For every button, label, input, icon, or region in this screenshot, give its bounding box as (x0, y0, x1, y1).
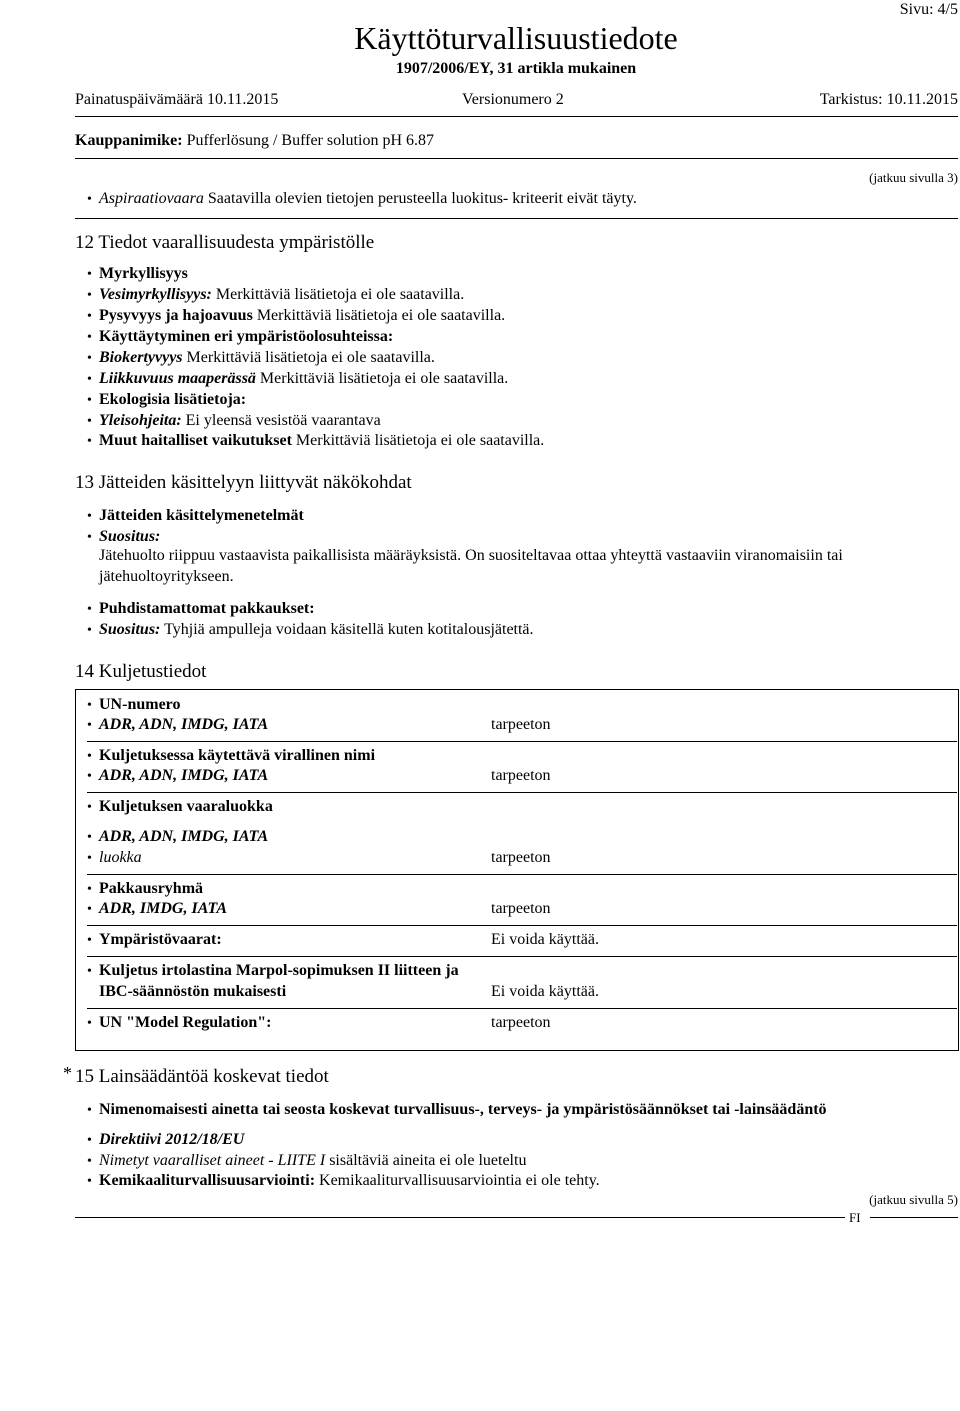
other-effects-text: Merkittäviä lisätietoja ei ole saatavilla. (295, 432, 545, 449)
general-notes-item (87, 413, 381, 429)
continued-to-note: (jatkuu sivulla 5) (869, 1192, 958, 1207)
modes-label: ADR, ADN, IMDG, IATA (99, 828, 269, 845)
section-15-heading: 15 Lainsäädäntöä koskevat tiedot (75, 1066, 329, 1087)
aspiration-text: Saatavilla olevien tietojen perusteella luokitus- kriteerit eivät täyty. (207, 190, 637, 207)
footer-line-left (75, 1217, 845, 1218)
modes-label: ADR, ADN, IMDG, IATA (99, 767, 269, 784)
aquatic-toxicity-label: Vesimyrkyllisyys: (99, 286, 212, 303)
bullet: • (87, 749, 92, 764)
bullet: • (87, 309, 92, 324)
packing-group-item (87, 881, 203, 897)
annex-item (87, 1153, 526, 1169)
bullet: • (87, 414, 92, 429)
version-label: Versionumero (462, 91, 552, 108)
toxicity-label: Myrkyllisyys (99, 265, 188, 282)
trade-name-value: Pufferlösung / Buffer solution pH 6.87 (186, 132, 434, 149)
bullet: • (87, 393, 92, 408)
un-number-value: tarpeeton (491, 716, 551, 733)
mobility-label: Liikkuvuus maaperässä (99, 370, 256, 387)
packing-group-modes (87, 901, 227, 917)
shipping-name-label: Kuljetuksessa käytettävä virallinen nimi (99, 747, 376, 764)
bullet: • (87, 192, 92, 207)
bullet: • (87, 830, 92, 845)
un-model-item (87, 1015, 271, 1031)
uncleaned-packaging-item (87, 601, 315, 617)
section-14-heading: 14 Kuljetustiedot (75, 661, 207, 682)
bullet: • (87, 330, 92, 345)
un-number-modes (87, 717, 268, 733)
disposal-methods-label: Jätteiden käsittelymenetelmät (99, 507, 304, 524)
page-subtitle: 1907/2006/EY, 31 artikla mukainen (395, 60, 637, 77)
footer-line-right (870, 1217, 958, 1218)
class-item (87, 850, 142, 866)
packing-group-value: tarpeeton (491, 900, 551, 917)
other-effects-item (87, 433, 544, 449)
packaging-recommendation-text: Tyhjiä ampulleja voidaan käsitellä kuten kotitalousjätettä. (164, 621, 534, 638)
disposal-methods-item (87, 508, 304, 524)
bullet: • (87, 933, 92, 948)
revision-date (820, 92, 958, 108)
annex-text: sisältäviä aineita ei ole lueteltu (329, 1152, 527, 1169)
directive-item (87, 1132, 244, 1148)
bulk-transport-label-1: Kuljetus irtolastina Marpol-sopimuksen II liitteen ja (99, 962, 459, 979)
specific-regulations-item (87, 1102, 827, 1118)
mobility-item (87, 371, 508, 387)
un-model-label: UN "Model Regulation": (99, 1014, 272, 1031)
trade-name-divider (75, 158, 958, 159)
aquatic-toxicity-item (87, 287, 464, 303)
bioaccumulation-item (87, 350, 435, 366)
recommendation-text: Jätehuolto riippuu vastaavista paikallisista määräyksistä. On suositeltavaa ottaa yhteyttä vastaaviin viranomaisiin tai jätehuoltoyritykseen. (99, 547, 843, 585)
continued-from-note: (jatkuu sivulla 3) (869, 170, 958, 185)
bulk-transport-label-2: IBC-säännöstön mukaisesti (99, 983, 287, 1000)
print-date (75, 92, 278, 108)
other-effects-label: Muut haitalliset vaikutukset (99, 432, 292, 449)
print-date-value: 10.11.2015 (206, 91, 279, 108)
mobility-text: Merkittäviä lisätietoja ei ole saatavilla. (259, 370, 509, 387)
env-hazards-value: Ei voida käyttää. (491, 931, 599, 948)
section-13-heading: 13 Jätteiden käsittelyyn liittyvät näkökohdat (75, 472, 412, 493)
modes-label: ADR, ADN, IMDG, IATA (99, 716, 269, 733)
modes-label: ADR, IMDG, IATA (99, 900, 228, 917)
trade-name-label: Kauppanimike: (75, 132, 183, 149)
uncleaned-packaging-label: Puhdistamattomat pakkaukset: (99, 600, 315, 617)
bulk-transport-item (87, 963, 459, 979)
table-divider (87, 1008, 957, 1009)
aspiration-hazard (87, 191, 637, 207)
bullet: • (87, 1154, 92, 1169)
bullet: • (87, 351, 92, 366)
shipping-name-modes (87, 768, 268, 784)
packing-group-label: Pakkausryhmä (99, 880, 204, 897)
page-title: Käyttöturvallisuustiedote (354, 20, 678, 56)
change-marker: * (63, 1063, 72, 1083)
print-date-label: Painatuspäivämäärä (75, 91, 203, 108)
behaviour-label: Käyttäytyminen eri ympäristöolosuhteissa: (99, 328, 394, 345)
bullet: • (87, 530, 92, 545)
bullet: • (87, 623, 92, 638)
un-model-value: tarpeeton (491, 1014, 551, 1031)
general-notes-label: Yleisohjeita: (99, 412, 182, 429)
eco-info-item (87, 392, 246, 408)
un-number-item (87, 697, 180, 713)
table-divider (87, 874, 957, 875)
persistence-label: Pysyvyys ja hajoavuus (99, 307, 253, 324)
recommendation-item (87, 529, 160, 545)
general-notes-text: Ei yleensä vesistöä vaarantava (185, 412, 381, 429)
version-number (462, 92, 564, 108)
hazard-class-item (87, 799, 273, 815)
bioaccumulation-text: Merkittäviä lisätietoja ei ole saatavilla. (186, 349, 435, 366)
header-divider (75, 116, 958, 117)
behaviour-item (87, 329, 393, 345)
table-divider (87, 792, 957, 793)
un-number-label: UN-numero (99, 696, 181, 713)
revision-label: Tarkistus: (819, 91, 883, 108)
csa-label: Kemikaaliturvallisuusarviointi: (99, 1172, 316, 1189)
bullet: • (87, 434, 92, 449)
table-divider (87, 741, 957, 742)
table-divider (87, 925, 957, 926)
toxicity-item (87, 266, 188, 282)
bullet: • (87, 800, 92, 815)
csa-text: Kemikaaliturvallisuusarviointia ei ole tehty. (319, 1172, 600, 1189)
section-divider (75, 218, 958, 219)
bullet: • (87, 1174, 92, 1189)
bullet: • (87, 902, 92, 917)
bullet: • (87, 769, 92, 784)
shipping-name-value: tarpeeton (491, 767, 551, 784)
class-value: tarpeeton (491, 849, 551, 866)
bullet: • (87, 964, 92, 979)
page-number: Sivu: 4/5 (899, 1, 958, 18)
persistence-text: Merkittäviä lisätietoja ei ole saatavilla. (256, 307, 506, 324)
env-hazards-item (87, 932, 222, 948)
hazard-class-label: Kuljetuksen vaaraluokka (99, 798, 273, 815)
section-12-heading: 12 Tiedot vaarallisuudesta ympäristölle (75, 232, 375, 253)
bullet: • (87, 509, 92, 524)
aquatic-toxicity-text: Merkittäviä lisätietoja ei ole saatavilla. (215, 286, 465, 303)
recommendation-label: Suositus: (99, 528, 161, 545)
directive-label: Direktiivi 2012/18/EU (99, 1131, 245, 1148)
bullet: • (87, 718, 92, 733)
version-value: 2 (555, 91, 564, 108)
env-hazards-label: Ympäristövaarat: (99, 931, 222, 948)
class-label: luokka (99, 849, 142, 866)
bullet: • (87, 372, 92, 387)
revision-value: 10.11.2015 (886, 91, 958, 108)
shipping-name-item (87, 748, 375, 764)
bullet: • (87, 602, 92, 617)
persistence-item (87, 308, 505, 324)
bioaccumulation-label: Biokertyvyys (99, 349, 183, 366)
bullet: • (87, 288, 92, 303)
bullet: • (87, 1133, 92, 1148)
annex-label: Nimetyt vaaralliset aineet - LIITE I (99, 1152, 326, 1169)
specific-regulations-label: Nimenomaisesti ainetta tai seosta koskevat turvallisuus-, terveys- ja ympäristösäännökset tai -lainsäädäntö (99, 1101, 827, 1118)
hazard-class-modes (87, 829, 268, 845)
bullet: • (87, 882, 92, 897)
footer-language: FI (849, 1210, 861, 1225)
eco-info-label: Ekologisia lisätietoja: (99, 391, 247, 408)
bullet: • (87, 851, 92, 866)
bullet: • (87, 1016, 92, 1031)
bulk-transport-value: Ei voida käyttää. (491, 983, 599, 1000)
csa-item (87, 1173, 600, 1189)
aspiration-label: Aspiraatiovaara (99, 190, 204, 207)
bullet: • (87, 698, 92, 713)
packaging-recommendation-item (87, 622, 534, 638)
bullet: • (87, 1103, 92, 1118)
trade-name (75, 133, 434, 149)
bullet: • (87, 267, 92, 282)
packaging-recommendation-label: Suositus: (99, 621, 161, 638)
table-divider (87, 956, 957, 957)
